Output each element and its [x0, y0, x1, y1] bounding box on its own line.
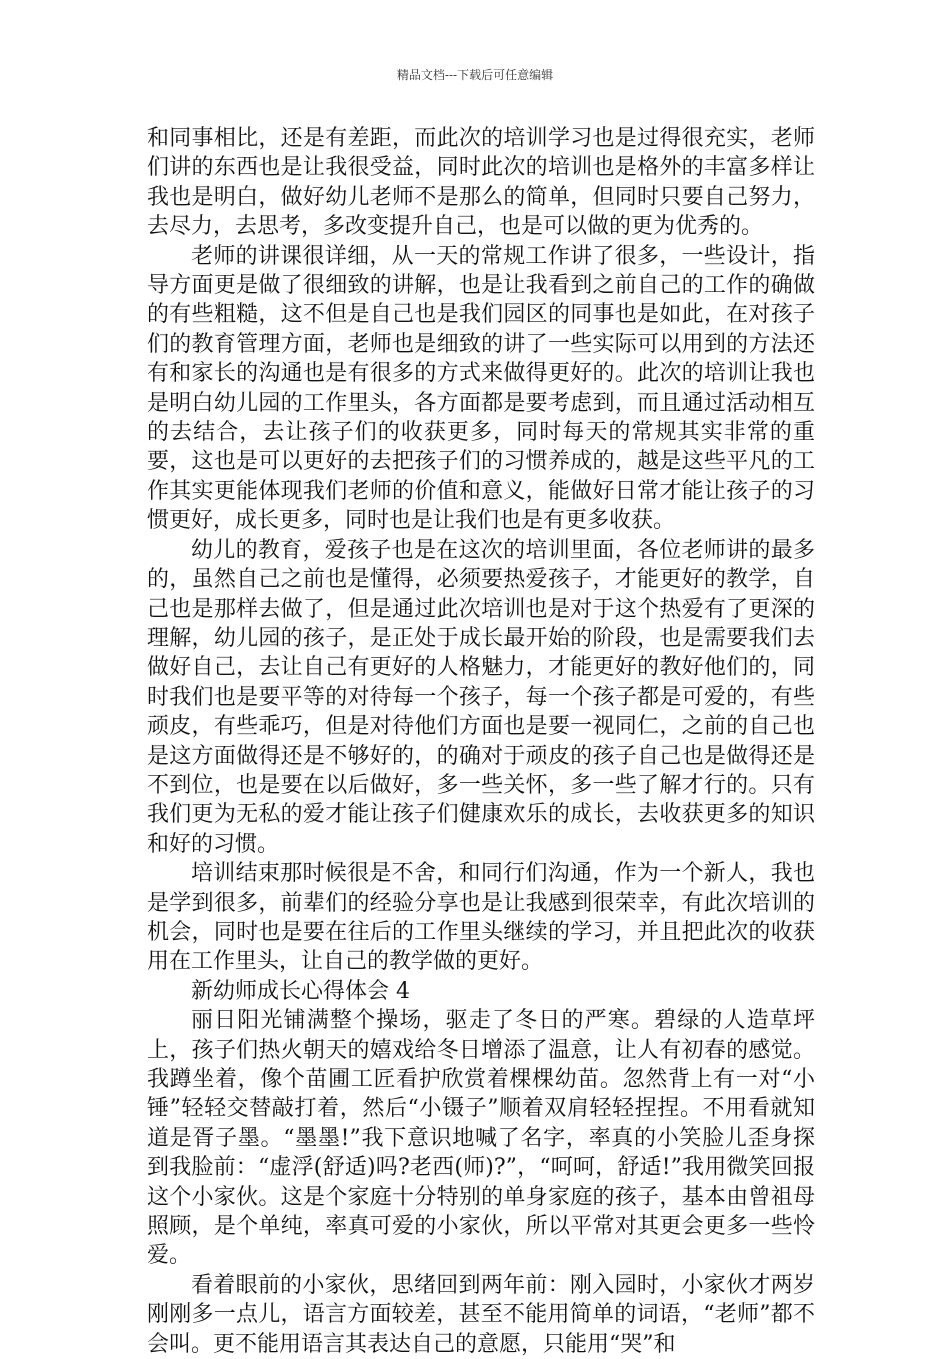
section-title: 新幼师成长心得体会 4	[191, 978, 410, 1004]
paragraph-3: 幼儿的教育，爱孩子也是在这次的培训里面，各位老师讲的最多的，虽然自己之前也是懂得，必须要热爱孩子，才能更好的教学，自己也是那样去做了，但是通过此次培训也是对于这个热爱有了更深的理解，幼儿园的孩子，是正处于成长最开始的阶段，也是需要我们去做好自己，去让自己有更好的人格魅力，才能更好的教好他们的，同时我们也是要平等的对待每一个孩子，每一个孩子都是可爱的，有些顽皮，有些乖巧，但是对待他们方面也是要一视同仁，之前的自己也是这方面做得还是不够好的，的确对于顽皮的孩子自己也是做得还是不到位，也是要在以后做好，多一些关怀，多一些了解才行的。只有我们更为无私的爱才能让孩子们健康欢乐的成长，去收获更多的知识和好的习惯。	[147, 537, 815, 857]
paragraph-5: 丽日阳光铺满整个操场，驱走了冬日的严寒。碧绿的人造草坪上，孩子们热火朝天的嬉戏给冬日增添了温意，让人有初春的感觉。我蹲坐着，像个苗圃工匠看护欣赏着棵棵幼苗。忽然背上有一对“小锤”轻轻交替敲打着，然后“小镊子”顺着双肩轻轻捏捏。不用看就知道是胥子墨。“墨墨!”我下意识地喊了名字，率真的小笑脸儿歪身探到我脸前：“虚浮(舒适)吗?老西(师)?”，“呵呵，舒适!”我用微笑回报这个小家伙。这是个家庭十分特别的单身家庭的孩子，基本由曾祖母照顾，是个单纯，率真可爱的小家伙，所以平常对其更会更多一些怜爱。	[147, 1008, 815, 1269]
paragraph-1: 和同事相比，还是有差距，而此次的培训学习也是过得很充实，老师们讲的东西也是让我很受益，同时此次的培训也是格外的丰富多样让我也是明白，做好幼儿老师不是那么的简单，但同时只要自己努力，去尽力，去思考，多改变提升自己，也是可以做的更为优秀的。	[147, 126, 815, 240]
paragraph-2: 老师的讲课很详细，从一天的常规工作讲了很多，一些设计，指导方面更是做了很细致的讲解，也是让我看到之前自己的工作的确做的有些粗糙，这不但是自己也是我们园区的同事也是如此，在对孩子们的教育管理方面，老师也是细致的讲了一些实际可以用到的方法还有和家长的沟通也是有很多的方式来做得更好的。此次的培训让我也是明白幼儿园的工作里头，各方面都是要考虑到，而且通过活动相互的去结合，去让孩子们的收获更多，同时每天的常规其实非常的重要，这也是可以更好的去把孩子们的习惯养成的，越是这些平凡的工作其实更能体现我们老师的价值和意义，能做好日常才能让孩子的习惯更好，成长更多，同时也是让我们也是有更多收获。	[147, 243, 815, 534]
paragraph-6: 看着眼前的小家伙，思绪回到两年前：刚入园时，小家伙才两岁刚刚多一点儿，语言方面较差，甚至不能用简单的词语，“老师”都不会叫。更不能用语言其表达自己的意愿，只能用“哭”和	[147, 1272, 815, 1357]
document-body	[147, 124, 815, 1359]
paragraph-4: 培训结束那时候很是不舍，和同行们沟通，作为一个新人，我也是学到很多，前辈们的经验分享也是让我感到很荣幸，有此次培训的机会，同时也是要在往后的工作里头继续的学习，并且把此次的收获用在工作里头，让自己的教学做的更好。	[147, 861, 815, 975]
page-header: 精品文档---下载后可任意编辑	[396, 68, 554, 82]
